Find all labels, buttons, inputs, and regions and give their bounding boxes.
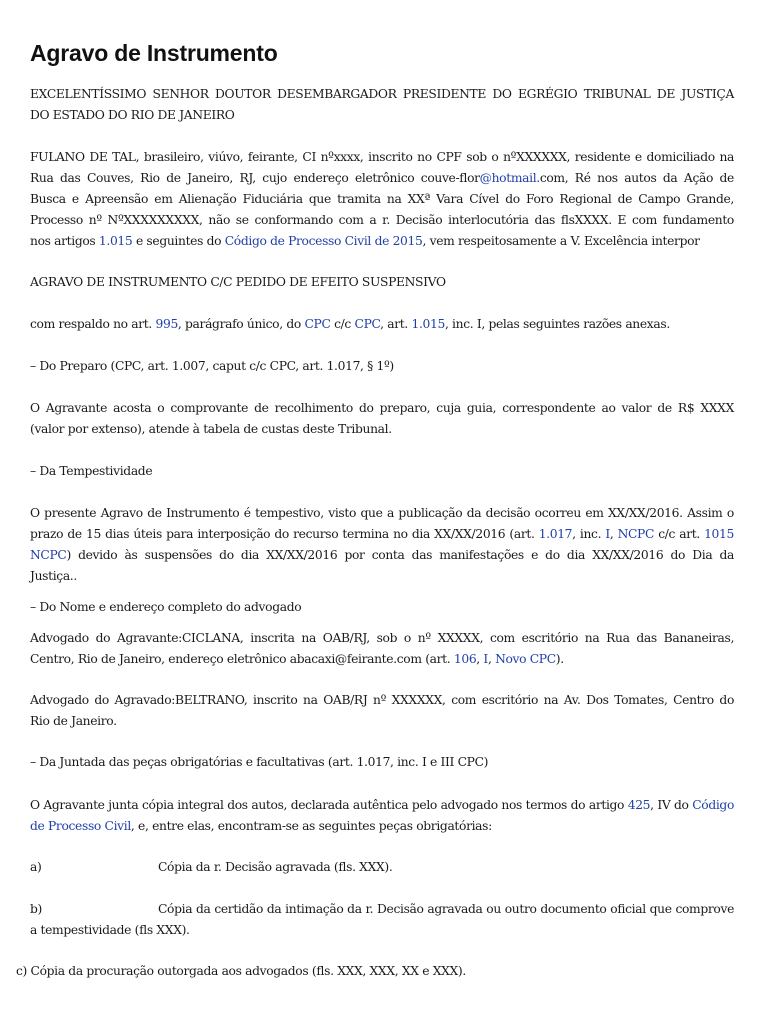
ncpc-link-2[interactable]: NCPC <box>30 548 67 562</box>
tempestividade-heading: – Da Tempestividade <box>30 464 153 478</box>
addressee-line-1: EXCELENTÍSSIMO SENHOR DOUTOR DESEMBARGADOR PRESIDENTE DO EGRÉGIO TRIBUNAL DE JUSTIÇA <box>30 87 734 101</box>
intro-line-1: FULANO DE TAL, brasileiro, viúvo, feirante, CI nºxxxx, inscrito no CPF sob o nºXXXXXX, residente e domiciliado na <box>30 150 734 164</box>
codigo-link[interactable]: Código <box>692 798 734 812</box>
art-1015-link-2[interactable]: 1.015 <box>411 317 445 331</box>
advogado-agravado-paragraph: Advogado do Agravado:BELTRANO, inscrito na OAB/RJ nº XXXXXX, com escritório na Av. Dos Tomates, Centro do Rio de Janeiro. <box>30 693 734 728</box>
tempestividade-paragraph: O presente Agravo de Instrumento é tempestivo, visto que a publicação da decisão ocorreu em XX/XX/2016. Assim o prazo de 15 dias úteis para interposição do recurso termina no dia XX/XX/2016 (art. 1.017, inc. I, NCPC c/c art. 1015 NCPC) devido às suspensões do dia XX/XX/2016 por conta das manifestações e do dia XX/XX/2016 do Dia da Justiça.. <box>30 506 734 583</box>
item-a <box>30 857 734 878</box>
art-106-link[interactable]: 106 <box>453 652 477 666</box>
processo-civil-link[interactable]: de Processo Civil <box>30 819 131 833</box>
addressee-line-2: DO ESTADO DO RIO DE JANEIRO <box>30 108 235 122</box>
inc-i-link[interactable]: I <box>605 527 610 541</box>
cpc-2015-link[interactable]: Código de Processo Civil de 2015 <box>224 234 423 248</box>
item-b-label: b) <box>30 902 42 916</box>
preparo-paragraph: O Agravante acosta o comprovante de recolhimento do preparo, cuja guia, correspondente ao valor de R$ XXXX (valor por extenso), atende à tabela de custas deste Tribunal. <box>30 401 734 436</box>
novo-cpc-link[interactable]: Novo CPC <box>495 652 556 666</box>
agravo-heading: AGRAVO DE INSTRUMENTO C/C PEDIDO DE EFEITO SUSPENSIVO <box>30 275 446 289</box>
item-a-text: Cópia da r. Decisão agravada (fls. XXX). <box>158 860 393 874</box>
hotmail-link[interactable]: @hotmail. <box>479 171 540 185</box>
intro-line-4: Processo nº NºXXXXXXXXX, não se conformando com a r. Decisão interlocutória das flsXXXX. E com fundamento <box>30 213 734 227</box>
preparo-heading: – Do Preparo (CPC, art. 1.007, caput c/c CPC, art. 1.017, § 1º) <box>30 359 394 373</box>
intro-line-2: Rua das Couves, Rio de Janeiro, RJ, cujo endereço eletrônico couve-flor@hotmail.com, Ré nos autos da Ação de <box>30 171 734 185</box>
art-425-link[interactable]: 425 <box>627 798 651 812</box>
document-title: Agravo de Instrumento <box>30 40 278 66</box>
intro-line-5: nos artigos 1.015 e seguintes do Código de Processo Civil de 2015, vem respeitosamente a V. Excelência interpor <box>30 234 700 248</box>
inc-i-link-2[interactable]: I <box>483 652 488 666</box>
cpc-link-2[interactable]: CPC <box>354 317 381 331</box>
item-c: c) Cópia da procuração outorgada aos advogados (fls. XXX, XXX, XX e XXX). <box>16 964 466 978</box>
respaldo-paragraph: com respaldo no art. 995, parágrafo único, do CPC c/c CPC, art. 1.015, inc. I, pelas seguintes razões anexas. <box>30 317 670 331</box>
juntada-paragraph: O Agravante junta cópia integral dos autos, declarada autêntica pelo advogado nos termos do artigo 425, IV do Código de Processo Civil, e, entre elas, encontram-se as seguintes peças obrigatórias: <box>30 798 734 833</box>
art-1017-link[interactable]: 1.017 <box>538 527 573 541</box>
juntada-heading: – Da Juntada das peças obrigatórias e facultativas (art. 1.017, inc. I e III CPC) <box>30 755 489 769</box>
advogado-agravante-paragraph: Advogado do Agravante:CICLANA, inscrita na OAB/RJ, sob o nº XXXXX, com escritório na Rua das Bananeiras, Centro, Rio de Janeiro, endereço eletrônico abacaxi@feirante.com (art. 106, I, Novo CPC). <box>30 631 734 666</box>
art-1015-link-3[interactable]: 1015 <box>704 527 734 541</box>
art-1015-link[interactable]: 1.015 <box>98 234 133 248</box>
intro-line-3: Busca e Apreensão em Alienação Fiduciária que tramita na XXª Vara Cível do Foro Regional de Campo Grande, <box>30 192 734 206</box>
addressee-paragraph <box>30 84 734 126</box>
intro-paragraph <box>30 147 734 252</box>
ncpc-link[interactable]: NCPC <box>617 527 655 541</box>
item-b: b) Cópia da certidão da intimação da r. Decisão agravada ou outro documento oficial que comprove a tempestividade (fls XXX). <box>30 899 734 941</box>
art-995-link[interactable]: 995 <box>155 317 178 331</box>
item-a-label: a) <box>30 860 42 874</box>
advogado-heading: – Do Nome e endereço completo do advogado <box>30 600 302 614</box>
cpc-link-1[interactable]: CPC <box>304 317 331 331</box>
item-b-text: Cópia da certidão da intimação da r. Decisão agravada ou outro documento oficial que comprove <box>158 902 734 916</box>
